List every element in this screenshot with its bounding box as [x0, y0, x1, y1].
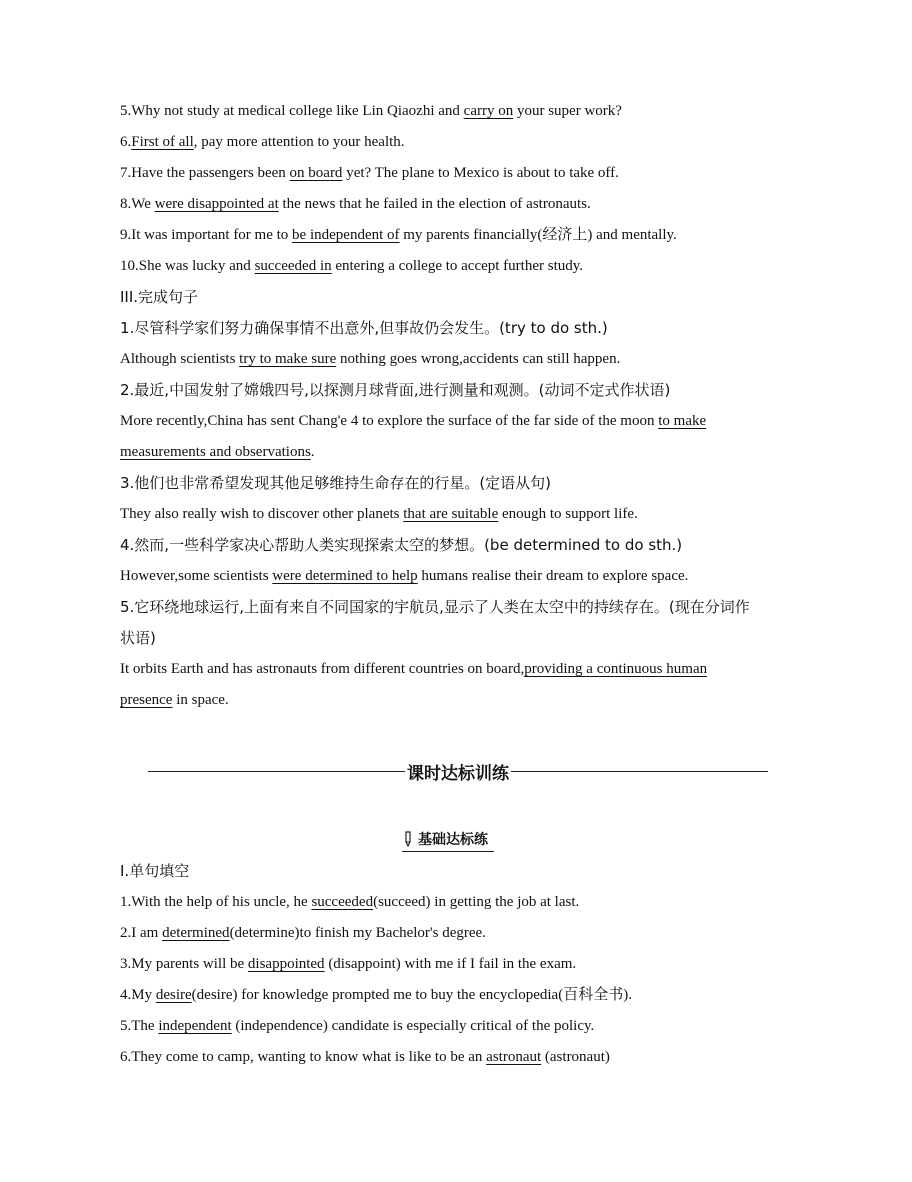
answer: were determined to help — [272, 568, 418, 584]
exercise-item — [120, 918, 792, 949]
answer: succeeded in — [254, 258, 332, 274]
answer: measurements and observations — [120, 444, 311, 460]
question-chinese: 3.他们也非常希望发现其他足够维持生命存在的行星。(定语从句) — [120, 474, 552, 492]
answer: determined — [162, 925, 230, 941]
answer: astronaut — [486, 1049, 542, 1065]
subheading — [402, 827, 494, 852]
item-text: (succeed) in getting the job at last. — [373, 894, 580, 910]
item-text: (desire) for knowledge prompted me to buy the encyclopedia(百科全书). — [191, 987, 632, 1003]
item-text: 5.The — [120, 1018, 159, 1034]
item-text: 6. — [120, 134, 132, 150]
item-text: (disappoint) with me if I fail in the exam. — [324, 956, 577, 972]
answer: desire — [155, 987, 192, 1003]
divider-rule-left — [148, 771, 405, 772]
answer-sentence — [120, 654, 792, 685]
pencil-icon — [402, 831, 414, 847]
item-text: (independence) candidate is especially critical of the policy. — [231, 1018, 595, 1034]
answer: First of all — [131, 134, 194, 150]
exercise-item — [120, 980, 792, 1011]
section-heading: I.单句填空 — [120, 862, 190, 880]
exercise-item — [120, 1011, 792, 1042]
answer-sentence-continued — [120, 437, 792, 468]
exercise-item — [120, 189, 792, 220]
item-text: 3.My parents will be — [120, 956, 248, 972]
item-text: your super work? — [513, 103, 622, 119]
item-text: It orbits Earth and has astronauts from different countries on board, — [120, 661, 525, 677]
item-text: They also really wish to discover other planets — [120, 506, 404, 522]
item-text: 1.With the help of his uncle, he — [120, 894, 312, 910]
item-text: However,some scientists — [120, 568, 273, 584]
answer-sentence — [120, 499, 792, 530]
section-heading: III.完成句子 — [120, 288, 199, 306]
item-text: 5.Why not study at medical college like Lin Qiaozhi and — [120, 103, 464, 119]
worksheet-bottom — [120, 856, 792, 1073]
item-text: 9.It was important for me to — [120, 227, 293, 243]
subheading-text: 基础达标练 — [418, 832, 488, 848]
question-chinese: 2.最近,中国发射了嫦娥四号,以探测月球背面,进行测量和观测。(动词不定式作状语) — [120, 381, 671, 399]
item-text: 2.I am — [120, 925, 163, 941]
item-text: Although scientists — [120, 351, 240, 367]
exercise-item — [120, 127, 792, 158]
exercise-item — [120, 949, 792, 980]
item-text: 6.They come to camp, wanting to know what is like to be an — [120, 1049, 487, 1065]
answer-sentence — [120, 406, 792, 437]
item-text: . — [310, 444, 315, 460]
item-text: my parents financially(经济上) and mentally. — [399, 227, 677, 243]
item-text: in space. — [172, 692, 229, 708]
item-text: More recently,China has sent Chang'e 4 to explore the surface of the far side of the moon — [120, 413, 659, 429]
answer: carry on — [463, 103, 514, 119]
item-text: 10.She was lucky and — [120, 258, 255, 274]
exercise-item — [120, 887, 792, 918]
item-text: humans realise their dream to explore space. — [417, 568, 689, 584]
exercise-item — [120, 158, 792, 189]
item-text: nothing goes wrong,accidents can still happen. — [336, 351, 621, 367]
item-text: , pay more attention to your health. — [193, 134, 405, 150]
answer: independent — [158, 1018, 232, 1034]
item-text: (determine)to finish my Bachelor's degree. — [229, 925, 486, 941]
answer: that are suitable — [403, 506, 499, 522]
question-chinese: 5.它环绕地球运行,上面有来自不同国家的宇航员,显示了人类在太空中的持续存在。(现在分词作 — [120, 598, 750, 616]
answer: were disappointed at — [154, 196, 279, 212]
exercise-item — [120, 96, 792, 127]
divider-title: 课时达标训练 — [407, 763, 509, 784]
answer: providing a continuous human — [524, 661, 708, 677]
answer: be independent of — [292, 227, 400, 243]
item-text: (astronaut) — [541, 1049, 610, 1065]
exercise-item — [120, 220, 792, 251]
item-text: the news that he failed in the election of astronauts. — [278, 196, 591, 212]
worksheet-top — [120, 96, 792, 716]
exercise-item — [120, 1042, 792, 1073]
answer-sentence — [120, 344, 792, 375]
item-text: entering a college to accept further study. — [331, 258, 584, 274]
item-text: 4.My — [120, 987, 156, 1003]
answer-sentence — [120, 561, 792, 592]
question-chinese: 4.然而,一些科学家决心帮助人类实现探索太空的梦想。(be determined to do sth.) — [120, 536, 683, 554]
item-text: 7.Have the passengers been — [120, 165, 290, 181]
item-text: 8.We — [120, 196, 155, 212]
question-chinese: 1.尽管科学家们努力确保事情不出意外,但事故仍会发生。(try to do sth.) — [120, 319, 608, 337]
item-text: yet? The plane to Mexico is about to take off. — [342, 165, 619, 181]
question-chinese-continued: 状语) — [120, 629, 156, 647]
section-divider — [148, 756, 768, 786]
exercise-item — [120, 251, 792, 282]
answer: try to make sure — [239, 351, 337, 367]
item-text: enough to support life. — [498, 506, 638, 522]
answer: to make — [658, 413, 707, 429]
divider-rule-right — [511, 771, 768, 772]
answer: succeeded — [311, 894, 374, 910]
answer: disappointed — [247, 956, 325, 972]
answer: on board — [289, 165, 343, 181]
answer: presence — [120, 692, 173, 708]
answer-sentence-continued — [120, 685, 792, 716]
